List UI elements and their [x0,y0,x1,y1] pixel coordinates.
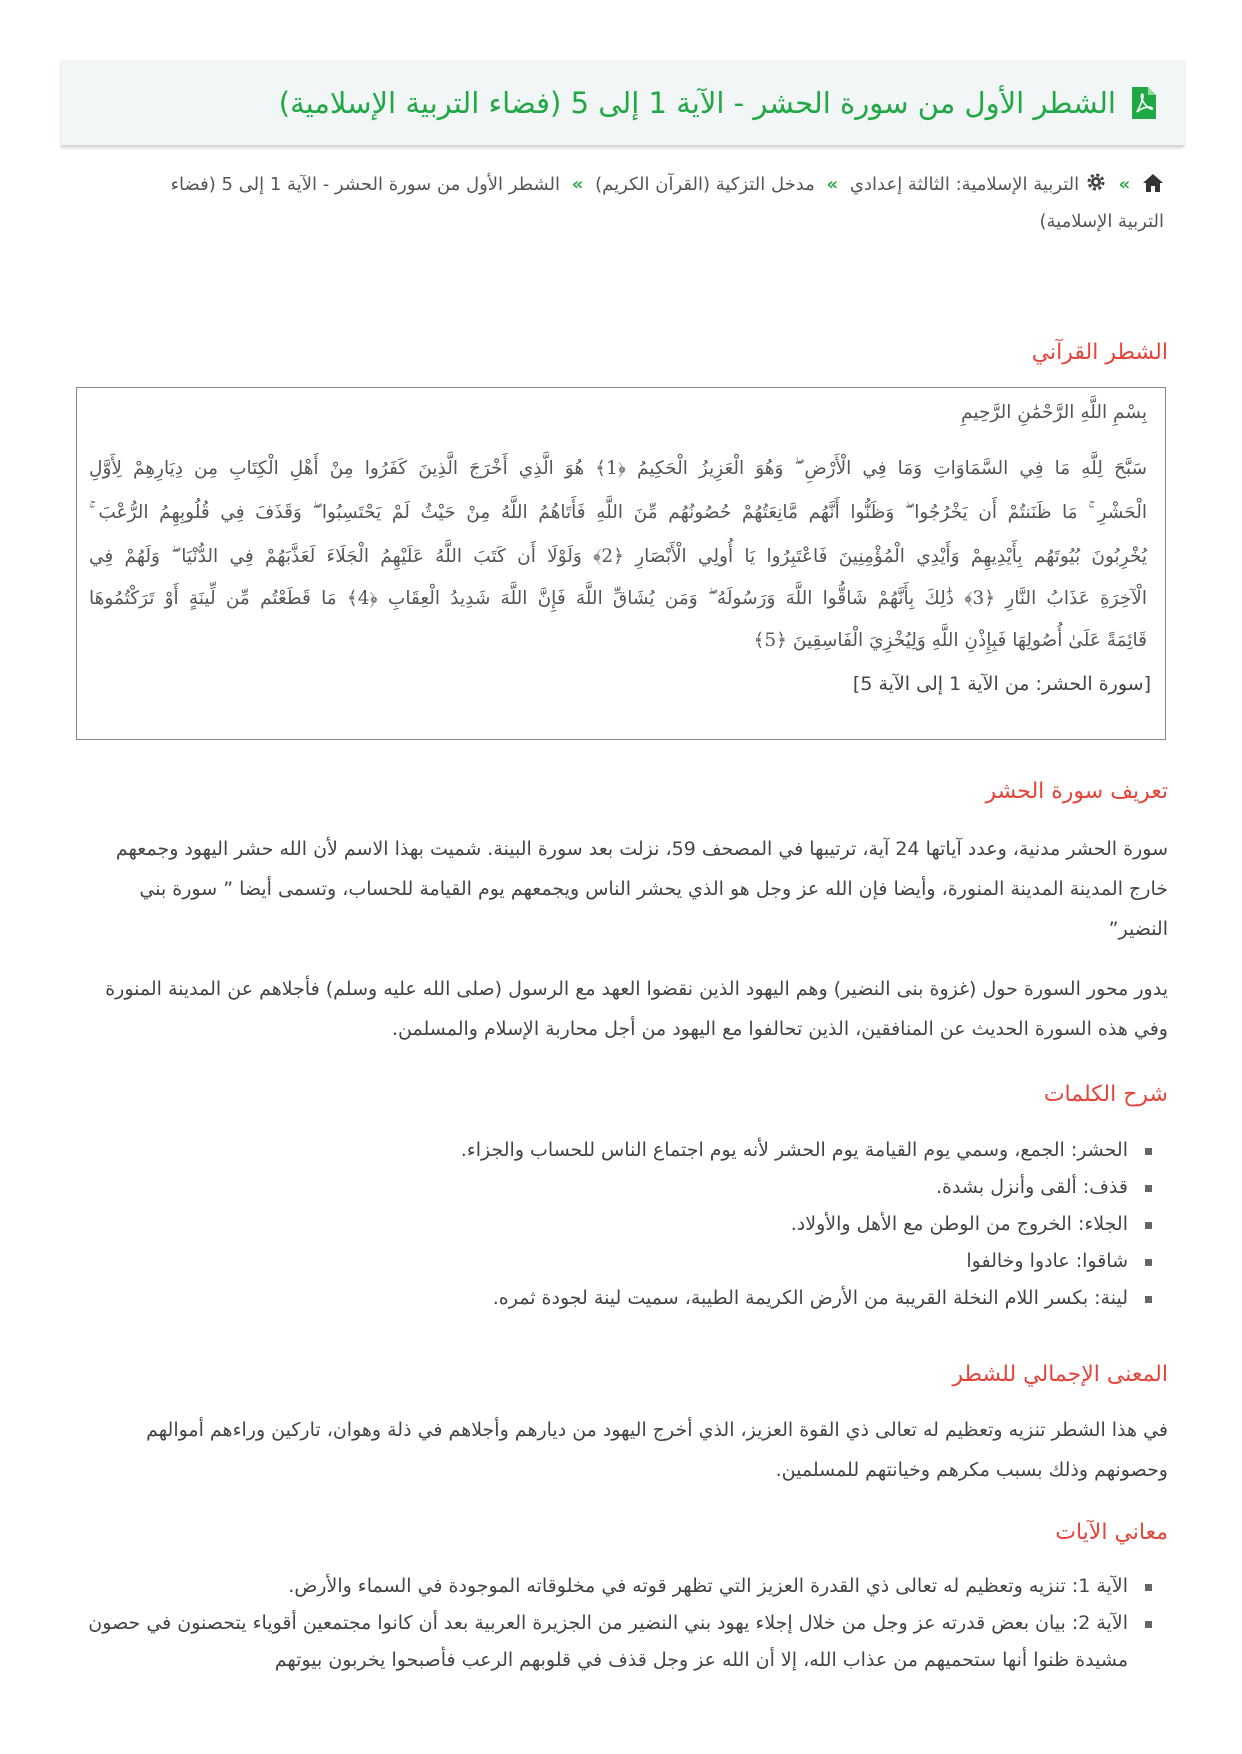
list-item: الحشر: الجمع، وسمي يوم القيامة يوم الحشر لأنه يوم اجتماع الناس للحساب والجزاء. [80,1132,1168,1169]
list-item: الآية 1: تنزيه وتعظيم له تعالى ذي القدرة العزيز التي تظهر قوته في مخلوقاته الموجودة في السماء والأرض. [80,1568,1168,1605]
breadcrumb-item-course[interactable]: التربية الإسلامية: الثالثة إعدادي [849,174,1080,195]
pdf-file-icon[interactable] [1130,87,1156,119]
list-item: لينة: بكسر اللام النخلة القريبة من الأرض الكريمة الطيبة، سميت لينة لجودة ثمره. [80,1280,1168,1317]
list-item: قذف: ألقى وأنزل بشدة. [80,1169,1168,1206]
section-title-definition: تعريف سورة الحشر [985,779,1168,804]
breadcrumb-item-current-cont: التربية الإسلامية) [1039,211,1164,232]
verse-line: الْآخِرَةِ عَذَابُ النَّارِ ﴿3﴾ ذَٰلِكَ بِأَنَّهُمْ شَاقُّوا اللَّهَ وَرَسُولَهُ ۖ وَمَن يُشَاقِّ اللَّهَ فَإِنَّ اللَّهَ شَدِيدُ الْعِقَابِ ﴿4﴾ مَا قَطَعْتُم مِّن لِّينَةٍ أَوْ تَرَكْتُمُوهَا [89,588,1147,609]
section-title-verse-meanings: معاني الآيات [1055,1520,1168,1545]
gear-icon[interactable] [1085,171,1107,193]
section-title-vocabulary: شرح الكلمات [1043,1082,1168,1107]
quran-text-box [76,387,1166,740]
breadcrumb-separator: » [571,174,584,195]
list-item: الجلاء: الخروج من الوطن مع الأهل والأولاد. [80,1206,1168,1243]
breadcrumb [100,166,1164,240]
breadcrumb-separator: » [1118,174,1131,195]
basmala: بِسْمِ اللَّهِ الرَّحْمَٰنِ الرَّحِيمِ [961,402,1147,423]
verse-line: يُخْرِبُونَ بُيُوتَهُم بِأَيْدِيهِمْ وَأَيْدِي الْمُؤْمِنِينَ فَاعْتَبِرُوا يَا أُولِي الْأَبْصَارِ ﴿2﴾ وَلَوْلَا أَن كَتَبَ اللَّهُ عَلَيْهِمُ الْجَلَاءَ لَعَذَّبَهُمْ فِي الدُّنْيَا ۖ وَلَهُمْ فِي [89,546,1147,567]
page-title: الشطر الأول من سورة الحشر - الآية 1 إلى 5 (فضاء التربية الإسلامية) [278,85,1116,120]
page-header [61,60,1184,146]
definition-paragraph: سورة الحشر مدنية، وعدد آياتها 24 آية، ترتيبها في المصحف 59، نزلت بعد سورة البينة. شميت بهذا الاسم لأن الله حشر اليهود وجمعهم خارج المدينة المدينة المنورة، وأيضا فإن الله عز وجل هو الذي يحشر الناس ويجمعهم يوم القيامة للحساب، وتسمى أيضا ” سورة بني النضير” [115,838,1168,940]
breadcrumb-item-section[interactable]: مدخل التزكية (القرآن الكريم) [595,174,815,195]
verse-reference: [سورة الحشر: من الآية 1 إلى الآية 5] [852,673,1151,695]
breadcrumb-separator: » [826,174,839,195]
definition-paragraph: يدور محور السورة حول (غزوة بنى النضير) وهم اليهود الذين نقضوا العهد مع الرسول (صلى الله عليه وسلم) فأجلاهم عن المدينة المنورة وفي هذه السورة الحديث عن المنافقين، الذين تحالفوا مع اليهود من أجل محاربة الإسلام والمسلمن. [105,978,1168,1040]
breadcrumb-item-current: الشطر الأول من سورة الحشر - الآية 1 إلى 5 (فضاء [170,174,561,195]
list-item: الآية 2: بيان بعض قدرته عز وجل من خلال إجلاء يهود بني النضير من الجزيرة العربية بعد أن كانوا مجتمعين أقوياء يتحصنون في حصون مشيدة ظنوا أنها ستحميهم من عذاب الله، إلا أن الله عز وجل قذف في قلوبهم الرعب فأصبحوا يخربون بيوتهم [80,1605,1168,1679]
home-icon[interactable] [1142,173,1164,193]
verse-line: قَائِمَةً عَلَىٰ أُصُولِهَا فَبِإِذْنِ اللَّهِ وَلِيُخْزِيَ الْفَاسِقِينَ ﴿5﴾ [753,630,1147,651]
verse-line: سَبَّحَ لِلَّهِ مَا فِي السَّمَاوَاتِ وَمَا فِي الْأَرْضِ ۖ وَهُوَ الْعَزِيزُ الْحَكِيمُ ﴿1﴾ هُوَ الَّذِي أَخْرَجَ الَّذِينَ كَفَرُوا مِنْ أَهْلِ الْكِتَابِ مِن دِيَارِهِمْ لِأَوَّلِ [89,458,1148,479]
section-title-general-meaning: المعنى الإجمالي للشطر [952,1362,1168,1387]
verse-meanings-list [80,1568,1168,1679]
verse-line: الْحَشْرِ ۚ مَا ظَنَنتُمْ أَن يَخْرُجُوا ۖ وَظَنُّوا أَنَّهُم مَّانِعَتُهُمْ حُصُونُهُم مِّنَ اللَّهِ فَأَتَاهُمُ اللَّهُ مِنْ حَيْثُ لَمْ يَحْتَسِبُوا ۖ وَقَذَفَ فِي قُلُوبِهِمُ الرُّعْبَ ۚ [89,502,1147,523]
list-item: شاقوا: عادوا وخالفوا [80,1243,1168,1280]
general-meaning-paragraph: في هذا الشطر تنزيه وتعظيم له تعالى ذي القوة العزيز، الذي أخرج اليهود من ديارهم وأجلاهم في ذلة وهوان، تاركين وراءهم أموالهم وحصونهم وذلك بسبب مكرهم وخيانتهم للمسلمين. [146,1419,1168,1481]
section-title-quran: الشطر القرآني [1031,340,1168,365]
vocabulary-list [80,1132,1168,1317]
